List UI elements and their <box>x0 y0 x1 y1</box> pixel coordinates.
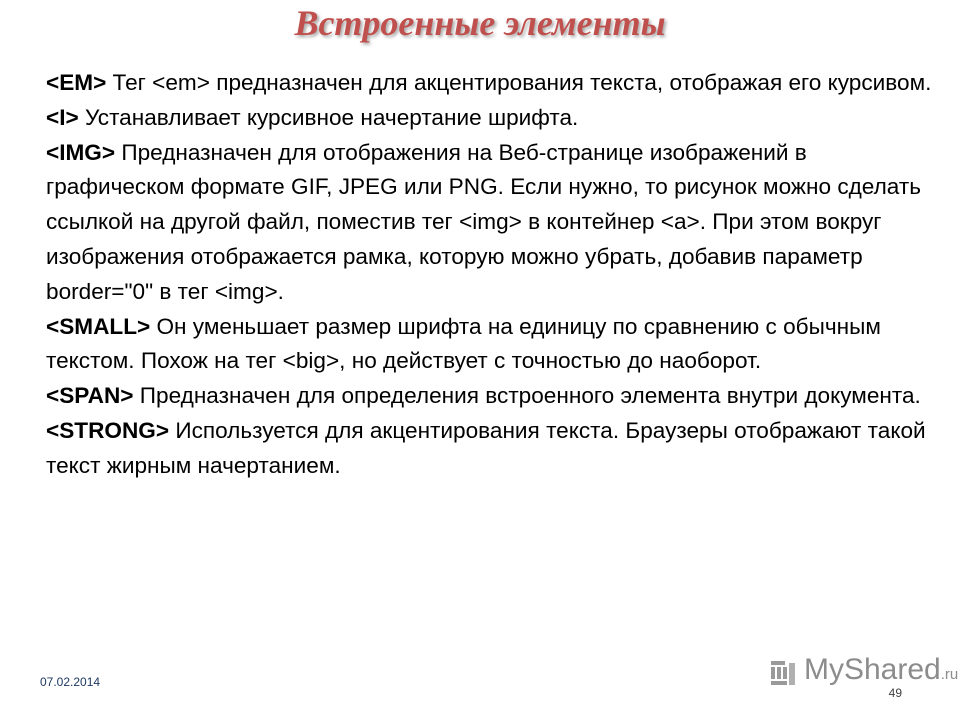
paragraph-text: Предназначен для отображения на Веб-странице изображений в графическом формате GIF, JPEG или PNG. Если нужно, то рисунок можно сделать ссылкой на другой файл, поместив тег <img> в контейнер <a>. При этом вокруг изображения отображается рамка, которую можно убрать, добавив параметр border="0" в тег <img>. <box>46 139 921 304</box>
watermark-text <box>804 654 958 691</box>
page-number: 49 <box>888 686 902 700</box>
watermark-brand: MyShared <box>804 653 941 686</box>
paragraph-img <box>46 136 946 310</box>
tag-label: <STRONG> <box>46 417 170 443</box>
tag-label: <EM> <box>46 70 107 95</box>
slide-body <box>46 66 946 484</box>
paragraph-text: Используется для акцентирования текста. Браузеры отображают такой текст жирным начертанием. <box>46 417 926 478</box>
slide-date: 07.02.2014 <box>40 675 101 689</box>
tag-label: <I> <box>46 104 79 130</box>
watermark-domain: .ru <box>940 666 959 683</box>
paragraph-span <box>46 379 946 414</box>
slide-title: Встроенные элементы <box>294 3 666 43</box>
paragraph-text: Предназначен для определения встроенного элемента внутри документа. <box>133 383 921 409</box>
myshared-logo-icon <box>768 658 798 688</box>
paragraph-em <box>46 66 946 101</box>
tag-label: <SMALL> <box>46 313 151 339</box>
watermark-logo <box>768 654 958 691</box>
paragraph-strong <box>46 414 946 484</box>
tag-label: <IMG> <box>46 139 116 165</box>
paragraph-text: Он уменьшает размер шрифта на единицу по сравнению с обычным текстом. Похож на тег <big>, но действует с точностью до наоборот. <box>46 313 881 374</box>
paragraph-small <box>46 310 946 380</box>
paragraph-i <box>46 101 946 136</box>
paragraph-text: Тег <em> предназначен для акцентирования текста, отображая его курсивом. <box>106 70 932 95</box>
tag-label: <SPAN> <box>46 383 134 409</box>
paragraph-text: Устанавливает курсивное начертание шрифта. <box>78 104 579 130</box>
